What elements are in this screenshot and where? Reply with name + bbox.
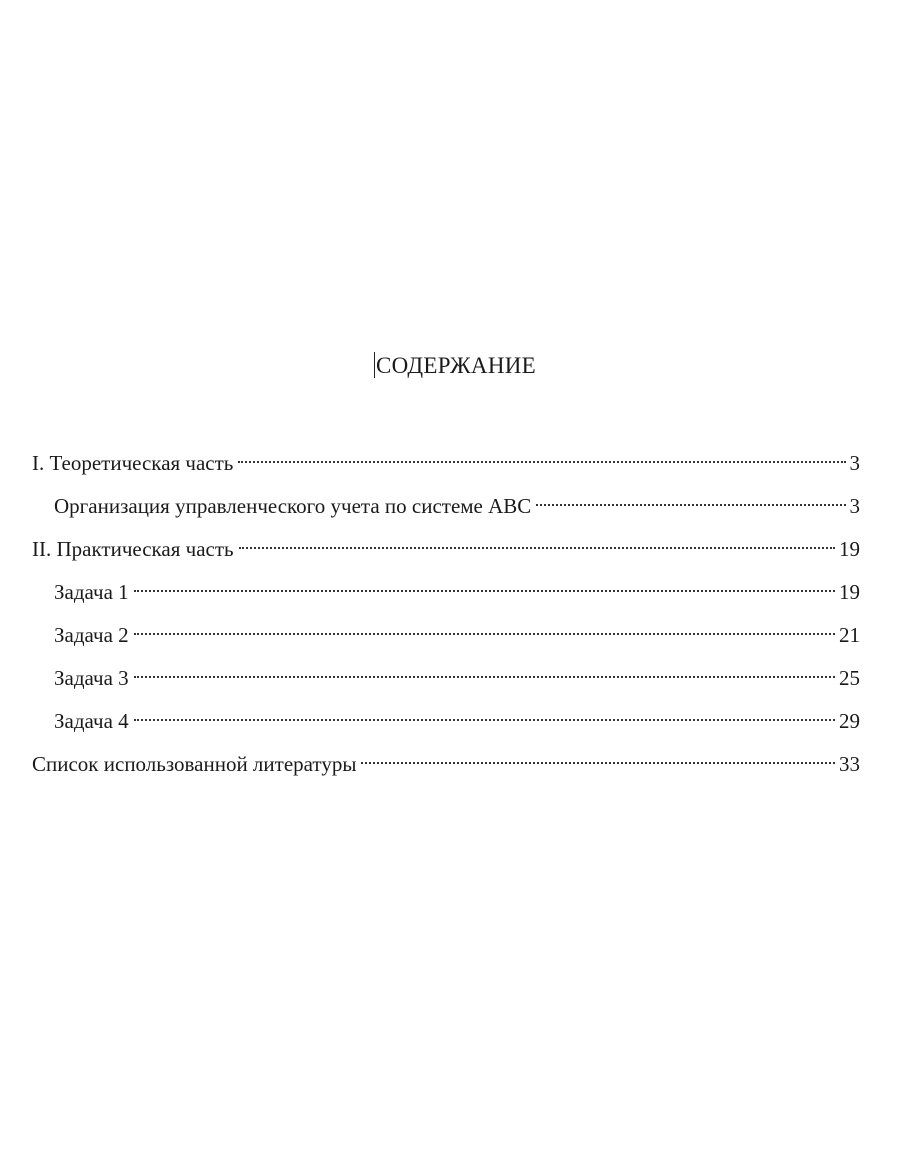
toc-entry-task-3[interactable] [32, 655, 860, 698]
toc-dot-leader [238, 440, 845, 470]
page-title: СОДЕРЖАНИЕ [375, 353, 536, 378]
toc-entry-page: 25 [839, 666, 860, 690]
toc-entry-page: 3 [849, 451, 860, 475]
toc-entry-label: Задача 1 [54, 580, 129, 604]
toc-entry-label: Задача 4 [54, 709, 129, 733]
toc-entry-abc[interactable] [32, 483, 860, 526]
toc-entry-label: Задача 2 [54, 623, 129, 647]
toc-entry-label: Список использованной литературы [32, 752, 357, 776]
toc-entry-page: 3 [849, 494, 860, 518]
toc-entry-task-1[interactable] [32, 569, 860, 612]
toc-entry-label: I. Теоретическая часть [32, 451, 234, 475]
toc-dot-leader [239, 526, 835, 556]
toc-entry-page: 19 [839, 537, 860, 561]
text-cursor [374, 352, 375, 378]
toc-entry-page: 29 [839, 709, 860, 733]
toc-entry-practice[interactable] [32, 526, 860, 569]
toc-entry-label: Организация управленческого учета по системе ABC [54, 494, 532, 518]
toc-entry-task-2[interactable] [32, 612, 860, 655]
toc-dot-leader [134, 698, 835, 728]
toc-entry-label: II. Практическая часть [32, 537, 234, 561]
toc-entry-task-4[interactable] [32, 698, 860, 741]
toc-entry-label: Задача 3 [54, 666, 129, 690]
table-of-contents [32, 440, 860, 784]
toc-dot-leader [361, 741, 835, 771]
toc-entry-page: 33 [839, 752, 860, 776]
toc-entry-page: 19 [839, 580, 860, 604]
toc-dot-leader [134, 569, 835, 599]
toc-entry-page: 21 [839, 623, 860, 647]
toc-dot-leader [134, 612, 835, 642]
toc-dot-leader [536, 483, 845, 513]
page-title-line [0, 352, 910, 379]
toc-entry-theory[interactable] [32, 440, 860, 483]
toc-entry-references[interactable] [32, 741, 860, 784]
toc-dot-leader [134, 655, 835, 685]
